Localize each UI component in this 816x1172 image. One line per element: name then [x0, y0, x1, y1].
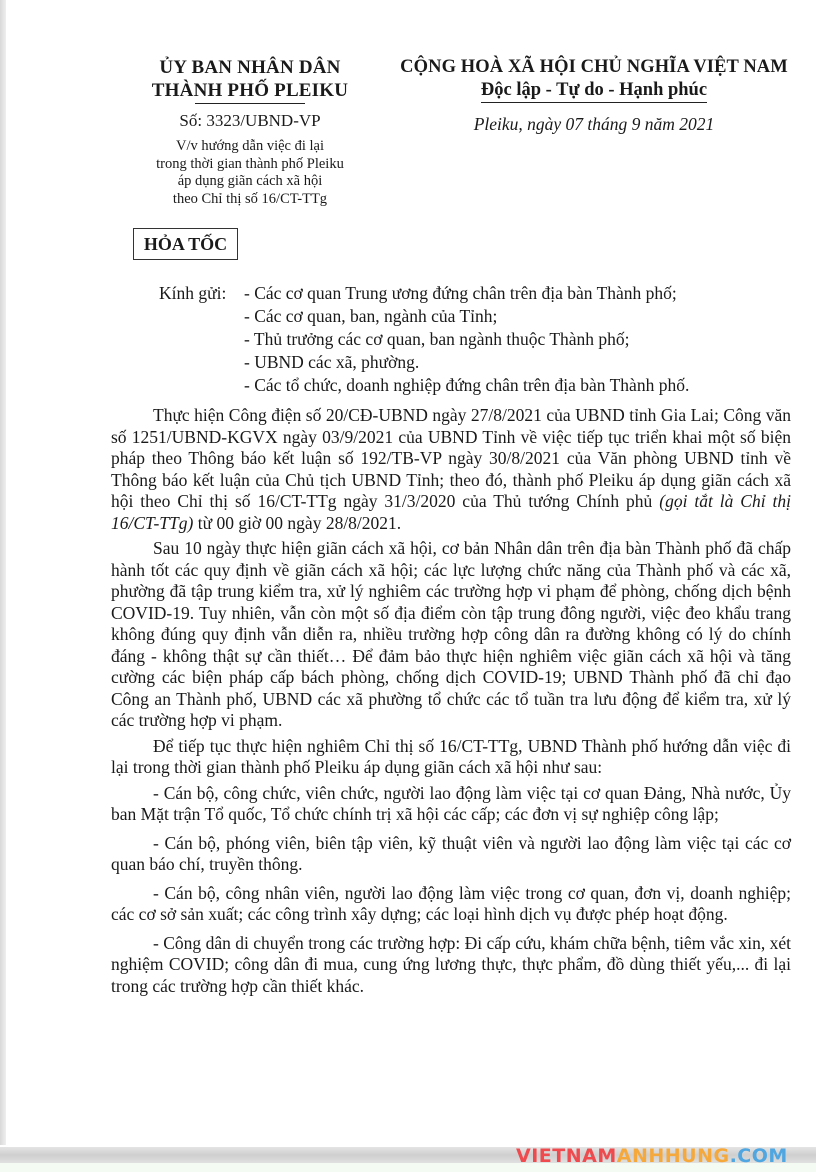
paragraph-text: từ 00 giờ 00 ngày 28/8/2021. — [193, 512, 402, 533]
subject-line: theo Chỉ thị số 16/CT-TTg — [172, 190, 328, 207]
guidance-item: - Công dân di chuyển trong các trường hợp: Đi cấp cứu, khám chữa bệnh, tiêm vắc xin, xét nghiệm COVID; công dân đi mua, cung ứng lương thực, thực phẩm, đồ dùng thiết yếu,... đi lại trong các trường hợp cần thiết khác. — [111, 932, 791, 996]
urgency-badge: HỎA TỐC — [133, 228, 238, 260]
subject-line: áp dụng giãn cách xã hội — [177, 173, 323, 189]
subject-line: V/v hướng dẫn việc đi lại — [175, 138, 324, 154]
issuer-name-line2: THÀNH PHỐ PLEIKU — [151, 80, 349, 101]
place-and-date: Pleiku, ngày 07 tháng 9 năm 2021 — [473, 114, 715, 134]
national-header — [388, 56, 800, 135]
paragraph-italic-note: (gọi tắt là Chỉ thị 16/CT-TTg) — [111, 491, 791, 533]
issuer-header — [130, 56, 370, 208]
recipient-item: - Thủ trưởng các cơ quan, ban ngành thuộc Thành phố; — [244, 329, 630, 349]
document-body — [111, 405, 791, 1004]
body-paragraph-situation: Sau 10 ngày thực hiện giãn cách xã hội, cơ bản Nhân dân trên địa bàn Thành phố đã chấp hành tốt các quy định về giãn cách xã hội; các lực lượng chức năng của Thành phố và các xã, phường đã tập trung kiểm tra, xử lý nghiêm các trường hợp vi phạm để phòng, chống dịch bệnh COVID-19. Tuy nhiên, vẫn còn một số địa điểm còn tập trung đông người, việc đeo khẩu trang không đúng quy định vẫn diễn ra, nhiều trường hợp công dân ra đường không có lý do chính đáng - không thật sự cần thiết… Để đảm bảo thực hiện nghiêm việc giãn cách xã hội và tăng cường các biện pháp cấp bách phòng, chống dịch COVID-19; UBND Thành phố đã chỉ đạo Công an Thành phố, UBND các xã phường tổ chức các tổ tuần tra lưu động để kiểm tra, xử lý các trường hợp vi phạm. — [111, 538, 791, 730]
document-number: Số: 3323/UBND-VP — [179, 111, 321, 130]
recipients-block — [159, 282, 799, 397]
paragraph-text: Thực hiện Công điện số 20/CĐ-UBND ngày 27/8/2021 của UBND tỉnh Gia Lai; Công văn số 1251/UBND-KGVX ngày 03/9/2021 của UBND Tỉnh về việc tiếp tục triển khai một số biện pháp theo Thông báo kết luận số 192/TB-VP ngày 30/8/2021 của Văn phòng UBND tỉnh về Thông báo kết luận của Chủ tịch UBND Tỉnh; theo đó, thành phố Pleiku áp dụng giãn cách xã hội theo Chỉ thị số 16/CT-TTg ngày 31/3/2020 của Thủ tướng Chính phủ — [111, 405, 791, 511]
recipients-label: Kính gửi: — [159, 283, 227, 303]
guidance-item: - Cán bộ, công chức, viên chức, người lao động làm việc tại cơ quan Đảng, Nhà nước, Ủy ban Mặt trận Tổ quốc, Tổ chức chính trị xã hội các cấp; các đơn vị sự nghiệp công lập; — [111, 782, 791, 824]
guidance-item: - Cán bộ, phóng viên, biên tập viên, kỹ thuật viên và người lao động làm việc tại các cơ quan báo chí, truyền thông. — [111, 832, 791, 874]
issuer-underline — [195, 103, 305, 104]
recipient-item: - Các tổ chức, doanh nghiệp đứng chân trên địa bàn Thành phố. — [244, 375, 690, 395]
recipients-list — [159, 282, 799, 397]
recipient-item: - Các cơ quan Trung ương đứng chân trên địa bàn Thành phố; — [244, 283, 677, 303]
recipient-item: - UBND các xã, phường. — [244, 352, 420, 372]
document-subject — [130, 138, 370, 208]
watermark-part: .COM — [729, 1145, 788, 1167]
watermark-logo — [516, 1146, 788, 1166]
watermark-part: ANHHUNG — [616, 1145, 730, 1167]
guidance-item: - Cán bộ, công nhân viên, người lao động làm việc trong cơ quan, đơn vị, doanh nghiệp; các cơ sở sản xuất; các công trình xây dựng; các loại hình dịch vụ được phép hoạt động. — [111, 882, 791, 924]
subject-line: trong thời gian thành phố Pleiku — [156, 155, 344, 172]
body-paragraph-guidance-intro: Để tiếp tục thực hiện nghiêm Chỉ thị số 16/CT-TTg, UBND Thành phố hướng dẫn việc đi lại trong thời gian thành phố Pleiku áp dụng giãn cách xã hội như sau: — [111, 735, 791, 777]
issuer-name-line1: ỦY BAN NHÂN DÂN — [159, 57, 341, 78]
watermark-part: VIETNAM — [516, 1145, 617, 1167]
nation-title: CỘNG HOÀ XÃ HỘI CHỦ NGHĨA VIỆT NAM — [400, 57, 788, 77]
national-motto: Độc lập - Tự do - Hạnh phúc — [481, 79, 707, 103]
recipient-item: - Các cơ quan, ban, ngành của Tỉnh; — [244, 306, 498, 326]
body-paragraph-legal-basis — [111, 405, 791, 534]
